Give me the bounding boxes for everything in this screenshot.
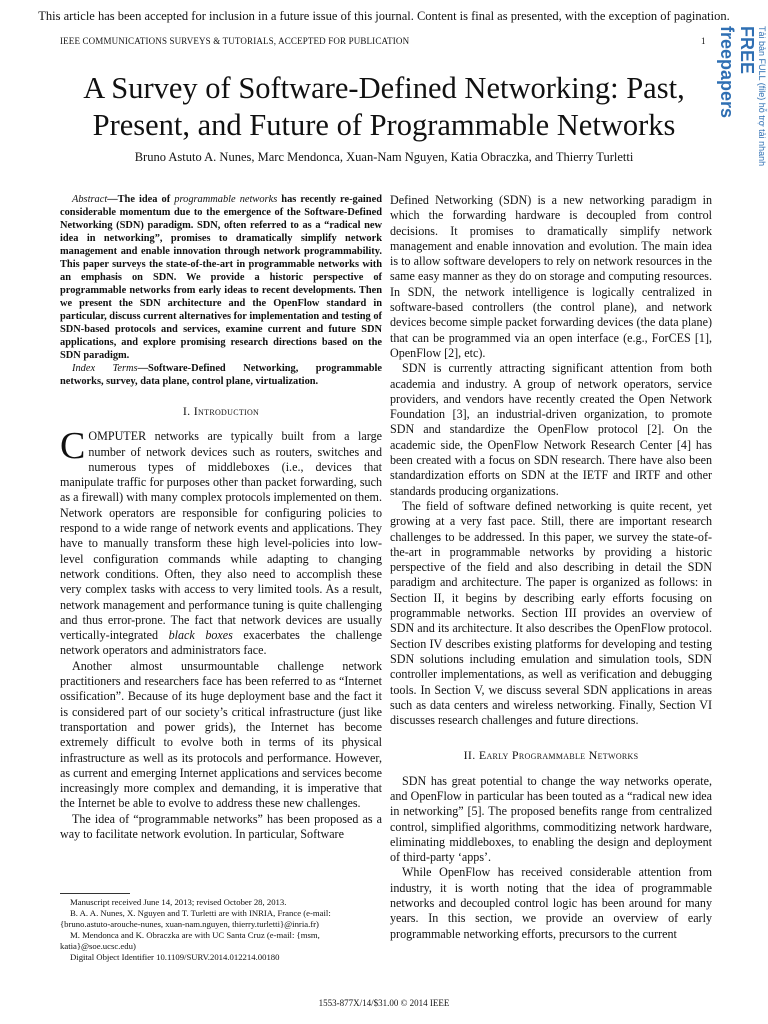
- section2-paragraph-1: SDN has great potential to change the way networks operate, and OpenFlow in particular has been touted as a “radical new idea in networking” [5]. The proposed benefits range from centralized control, simplified algorithms, commoditizing network hardware, eliminating middleboxes, to enabling the design and deployment of third-party ‘apps’.: [390, 773, 712, 865]
- intro-paragraph-4: SDN is currently attracting significant attention from both academia and industry. A group of network operators, service providers, and vendors have recently created the Open Network Foundation [3], an industrial-driven organization, to promote SDN and standardize the OpenFlow protocol [2]. On the academic side, the OpenFlow Network Research Center [4] has been created with a focus on SDN research. There have also been standardization efforts on SDN at the IETF and IRTF and other standards producing organizations.: [390, 361, 712, 498]
- author-list: Bruno Astuto A. Nunes, Marc Mendonca, Xuan-Nam Nguyen, Katia Obraczka, and Thierry Turletti: [134, 150, 634, 164]
- section-heading-introduction: I. Introduction: [182, 404, 260, 418]
- index-terms-label: Index Terms: [72, 363, 138, 374]
- footnote-ucsc: M. Mendonca and K. Obraczka are with UC Santa Cruz (e-mail: {msm, katia}@soe.ucsc.edu): [60, 930, 320, 951]
- abstract-emphasis: programmable networks: [174, 194, 278, 205]
- running-header: IEEE COMMUNICATIONS SURVEYS & TUTORIALS, ACCEPTED FOR PUBLICATION: [60, 36, 410, 46]
- drop-cap: C: [60, 425, 86, 468]
- footnote-rule: [60, 893, 130, 894]
- intro-paragraph-1: COMPUTER networks are typically built from a large number of network devices such as routers, switches and numerous types of middleboxes (i.e., devices that manipulate traffic for purposes other than packet forwarding, such as a firewall) with many complex protocols implemented on them. Network operators are responsible for configuring policies to respond to a wide range of network events and applications. They have to manually transform these high level-policies into low-level configuration commands while adapting to changing network conditions. Often, they also need to accomplish these very complex tasks with access to very limited tools. As a result, network management and performance tuning is quite challenging and thus error-prone. The fact that network devices are usually vertically-integrated black boxes exacerbates the challenge network operators and administrators face.: [60, 425, 383, 658]
- intro-paragraph-2: Another almost unsurmountable challenge network practitioners and researchers face has been referred to as “Internet ossification”. Because of its huge deployment base and the fact it is considered part of our society’s critical infrastructure (just like transportation and power grids), the Internet has become extremely difficult to evolve both in terms of its physical infrastructure as well as its protocols and performance. However, as current and emerging Internet applications and services become increasingly more complex and demanding, it is imperative that the Internet be able to evolve to address these new challenges.: [60, 658, 382, 811]
- acceptance-banner: This article has been accepted for inclusion in a future issue of this journal. Content is final as presented, with the exception of pagination.: [38, 9, 730, 23]
- footnotes: [60, 893, 382, 963]
- left-column: [60, 193, 382, 842]
- badge-line-2: FREE: [737, 26, 757, 75]
- badge-line-1: Tải bản FULL (file) hỗ trợ tải nhanh: [757, 26, 767, 167]
- abstract-label: Abstract: [72, 194, 108, 205]
- page-number: 1: [701, 36, 706, 46]
- intro-paragraph-3: The idea of “programmable networks” has been proposed as a way to facilitate network evolution. In particular, Software: [60, 811, 382, 842]
- badge-line-3: freepapers: [717, 26, 737, 119]
- section2-paragraph-2: While OpenFlow has received considerable attention from industry, it is worth noting that the idea of programmable networks and decoupled control logic has been around for many years. In this section, we provide an overview of early programmable networking efforts, precursors to the current: [390, 865, 712, 941]
- watermark-badge: [717, 26, 767, 167]
- right-column: [390, 193, 712, 942]
- section-heading-early-networks: II. Early Programmable Networks: [463, 748, 639, 763]
- intro-paragraph-3-continued: Defined Networking (SDN) is a new networking paradigm in which the forwarding hardware is decoupled from control decisions. It promises to dramatically simplify network management and enable innovation and evolution. The main idea is to allow software developers to rely on network resources in the same easy manner as they do on storage and computing resources. In SDN, the network intelligence is logically centralized in software-based controllers (the control plane), and network devices become simple packet forwarding devices (the data plane) that can be programmed via an open interface (e.g., ForCES [1], OpenFlow [2], etc).: [390, 193, 712, 360]
- footnote-inria: B. A. A. Nunes, X. Nguyen and T. Turletti are with INRIA, France (e-mail: {bruno.astuto-arouche-nunes, xuan-nam.nguyen, thierry.turletti}@inria.fr): [60, 908, 331, 929]
- abstract: Abstract—The idea of programmable networks has recently re-gained considerable momentum due to the emergence of the Software-Defined Networking (SDN) paradigm. SDN, often referred to as a “radical new idea in networking”, promises to dramatically simplify network management and enable innovation through network programmability. This paper surveys the state-of-the-art in programmable networks with an emphasis on SDN. We provide a historic perspective of programmable networks from early ideas to recent developments. Then we present the SDN architecture and the OpenFlow standard in particular, discuss current alternatives for implementation and testing of SDN-based protocols and services, examine current and future SDN applications, and explore promising research directions based on the SDN paradigm.: [60, 194, 382, 361]
- paper-title: A Survey of Software-Defined Networking: Past, Present, and Future of Programmable Networks: [83, 71, 685, 142]
- footnote-doi: Digital Object Identifier 10.1109/SURV.2014.012214.00180: [70, 952, 280, 962]
- footnote-received: Manuscript received June 14, 2013; revised October 28, 2013.: [70, 897, 287, 907]
- copyright-line: 1553-877X/14/$31.00 © 2014 IEEE: [318, 998, 450, 1008]
- intro-paragraph-5: The field of software defined networking is quite recent, yet growing at a very fast pace. Still, there are important research challenges to be addressed. In this paper, we survey the state-of-the-art in programmable networks by providing a historic perspective of the field and also describing in detail the SDN paradigm and architecture. The paper is organized as follows: in Section II, it begins by describing early efforts focusing on programmable networks. Section III provides an overview of SDN and its architecture. It also describes the OpenFlow protocol. Section IV describes existing platforms for developing and testing SDN solutions including emulation and simulation tools, SDN controller implementations, as well as verification and debugging tools. In Section V, we discuss several SDN applications in areas such as data centers and wireless networking. Finally, Section VI discusses research challenges and future directions.: [390, 498, 712, 728]
- index-terms: Index Terms—Software-Defined Networking, programmable networks, survey, data plane, control plane, virtualization.: [60, 363, 382, 387]
